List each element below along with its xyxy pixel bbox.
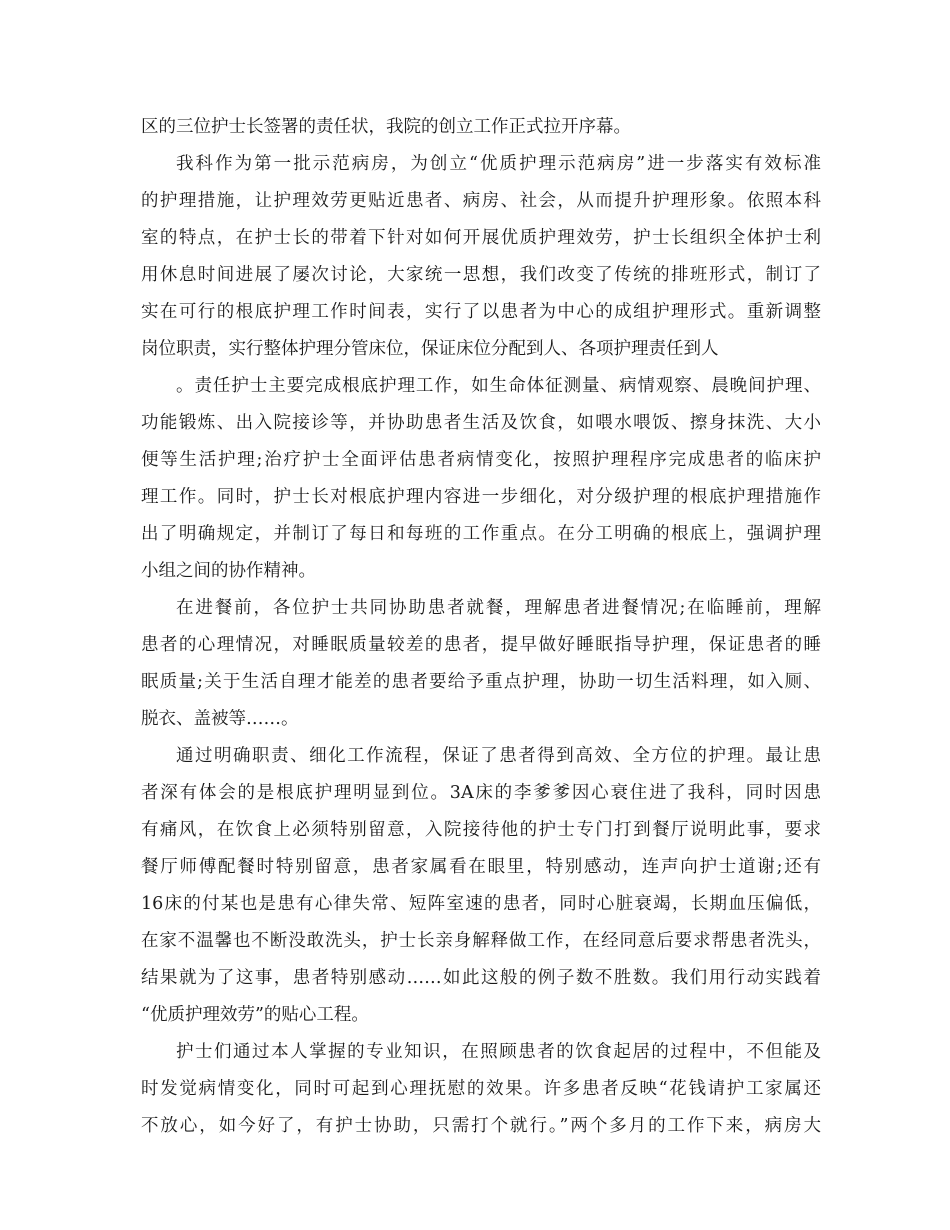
text-line: 理工作。同时，护士长对根底护理内容进一步细化，对分级护理的根底护理措施作	[141, 487, 821, 507]
paragraph-first-line: 。责任护士主要完成根底护理工作，如生命体征测量、病情观察、晨晚间护理、	[176, 376, 821, 396]
paragraph-first-line: 护士们通过本人掌握的专业知识，在照顾患者的饮食起居的过程中，不但能及	[176, 1042, 821, 1062]
text-line: 16床的付某也是患有心律失常、短阵室速的患者，同时心脏衰竭，长期血压偏低，	[141, 894, 821, 914]
paragraph-first-line: 我科作为第一批示范病房，为创立“优质护理示范病房”进一步落实有效标准	[176, 154, 821, 174]
text-line: 的护理措施，让护理效劳更贴近患者、病房、社会，从而提升护理形象。依照本科	[141, 191, 821, 211]
text-line: “优质护理效劳”的贴心工程。	[141, 1005, 369, 1025]
text-line: 不放心，如今好了，有护士协助，只需打个就行。”两个多月的工作下来，病房大	[141, 1116, 821, 1136]
text-line: 眠质量;关于生活自理才能差的患者要给予重点护理，协助一切生活料理，如入厕、	[141, 672, 821, 692]
text-line: 有痛风，在饮食上必须特别留意，入院接待他的护士专门打到餐厅说明此事，要求	[141, 820, 821, 840]
text-line: 脱衣、盖被等……。	[141, 709, 299, 729]
text-line: 在家不温馨也不断没敢洗头，护士长亲身解释做工作，在经同意后要求帮患者洗头，	[141, 931, 821, 951]
text-line: 小组之间的协作精神。	[141, 561, 316, 581]
paragraph-first-line: 通过明确职责、细化工作流程，保证了患者得到高效、全方位的护理。最让患	[176, 746, 821, 766]
text-line: 室的特点，在护士长的带着下针对如何开展优质护理效劳，护士长组织全体护士利	[141, 228, 821, 248]
text-line: 时发觉病情变化，同时可起到心理抚慰的效果。许多患者反映“花钱请护工家属还	[141, 1079, 821, 1099]
text-line: 区的三位护士长签署的责任状，我院的创立工作正式拉开序幕。	[141, 117, 631, 137]
text-line: 便等生活护理;治疗护士全面评估患者病情变化，按照护理程序完成患者的临床护	[141, 450, 821, 470]
text-line: 用休息时间进展了屡次讨论，大家统一思想，我们改变了传统的排班形式，制订了	[141, 265, 821, 285]
paragraph-first-line: 在进餐前，各位护士共同协助患者就餐，理解患者进餐情况;在临睡前，理解	[176, 598, 821, 618]
text-line: 功能锻炼、出入院接诊等，并协助患者生活及饮食，如喂水喂饭、擦身抹洗、大小	[141, 413, 821, 433]
text-line: 岗位职责，实行整体护理分管床位，保证床位分配到人、各项护理责任到人	[141, 339, 719, 359]
text-line: 实在可行的根底护理工作时间表，实行了以患者为中心的成组护理形式。重新调整	[141, 302, 821, 322]
text-line: 出了明确规定，并制订了每日和每班的工作重点。在分工明确的根底上，强调护理	[141, 524, 821, 544]
text-line: 者深有体会的是根底护理明显到位。3A床的李爹爹因心衰住进了我科，同时因患	[141, 783, 821, 803]
text-line: 结果就为了这事，患者特别感动……如此这般的例子数不胜数。我们用行动实践着	[141, 968, 821, 988]
text-line: 患者的心理情况，对睡眠质量较差的患者，提早做好睡眠指导护理，保证患者的睡	[141, 635, 821, 655]
text-line: 餐厅师傅配餐时特别留意，患者家属看在眼里，特别感动，连声向护士道谢;还有	[141, 857, 821, 877]
